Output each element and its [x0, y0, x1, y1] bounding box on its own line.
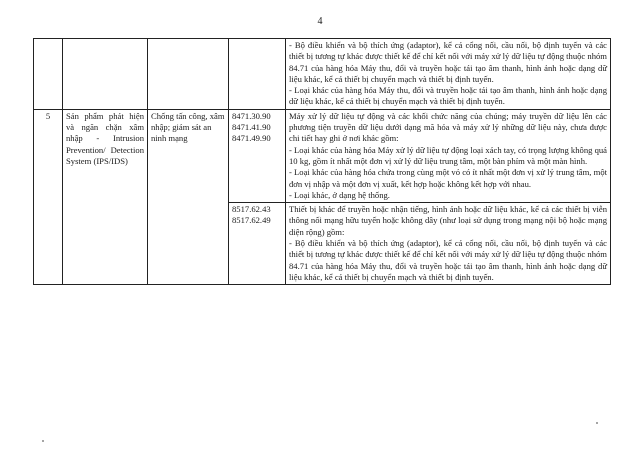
description-cell [286, 203, 611, 285]
row-number-cell [34, 39, 63, 110]
hs-code: 8517.62.43 [232, 204, 271, 215]
hs-code: 8471.41.90 [232, 122, 271, 133]
description-line: - Loại khác của hàng hóa Máy thu, đổi và truyền hoặc tái tạo âm thanh, hình ảnh hoặc dạng dữ liệu khác, kể cả thiết bị chuyển mạch và thiết bị định tuyến. [289, 85, 607, 107]
table-row [34, 39, 611, 110]
description-line: Thiết bị khác để truyền hoặc nhận tiếng, hình ảnh hoặc dữ liệu khác, kể cả các thiết bị viễn thông nối mạng hữu tuyến hoặc không dây (như loại sử dụng trong mạng nội bộ hoặc mạng diện rộng) gồm: [289, 204, 607, 237]
description-line: - Loại khác của hàng hóa chứa trong cùng một vỏ có ít nhất một đơn vị xử lý trung tâm, một đơn vị nhập và một đơn vị xuất, kết hợp hoặc không kết hợp với nhau. [289, 167, 607, 189]
function-cell: Chống tấn công, xâm nhập; giám sát an ninh mạng [148, 109, 229, 284]
function-cell [148, 39, 229, 110]
hs-code-cell [229, 39, 286, 110]
product-name-cell: Sản phẩm phát hiện và ngăn chặn xâm nhập - Intrusion Prevention/ Detection System (IPS/IDS) [63, 109, 148, 284]
row-number-cell: 5 [34, 109, 63, 284]
page-number: 4 [317, 16, 323, 27]
hs-code: 8471.49.90 [232, 133, 271, 144]
description-line: - Bộ điều khiển và bộ thích ứng (adaptor), kể cả cổng nối, cầu nối, bộ định tuyến và các thiết bị tương tự khác được thiết kế để chỉ kết nối với máy xử lý dữ liệu tự động thuộc nhóm 84.71 của hàng hóa Máy thu, đổi và truyền hoặc tái tạo âm thanh, hình ảnh hoặc dạng dữ liệu khác, kể cả thiết bị chuyển mạch và thiết bị định tuyến. [289, 40, 607, 84]
scan-speck [42, 440, 44, 442]
description-cell [286, 39, 611, 110]
description-line: Máy xử lý dữ liệu tự động và các khối chức năng của chúng; máy truyền dữ liệu lên các phương tiện truyền dữ liệu dưới dạng mã hóa và máy xử lý những dữ liệu này, chưa được chi tiết hay ghi ở nơi khác gồm: [289, 110, 607, 144]
hs-code: 8471.30.90 [232, 110, 271, 121]
description-cell [286, 109, 611, 202]
hs-code-cell [229, 203, 286, 285]
description-line: - Loại khác, ở dạng hệ thống. [289, 189, 390, 200]
hs-code-cell [229, 109, 286, 202]
description-line: - Bộ điều khiển và bộ thích ứng (adaptor), kể cả cổng nối, cầu nối, bộ định tuyến và các thiết bị tương tự khác được thiết kế để chỉ kết nối với máy xử lý dữ liệu tự động thuộc nhóm 84.71 của hàng hóa Máy thu, đổi và truyền hoặc tái tạo âm thanh, hình ảnh hoặc dạng dữ liệu khác, kể cả thiết bị chuyển mạch và thiết bị định tuyến. [289, 238, 607, 282]
product-table [33, 38, 611, 285]
product-name-cell [63, 39, 148, 110]
scan-speck [596, 422, 598, 424]
description-line: - Loại khác của hàng hóa Máy xử lý dữ liệu tự động loại xách tay, có trọng lượng không quá 10 kg, gồm ít nhất một đơn vị xử lý dữ liệu trung tâm, một bàn phím và một màn hình. [289, 144, 607, 166]
table-row [34, 109, 611, 202]
hs-code: 8517.62.49 [232, 215, 271, 226]
